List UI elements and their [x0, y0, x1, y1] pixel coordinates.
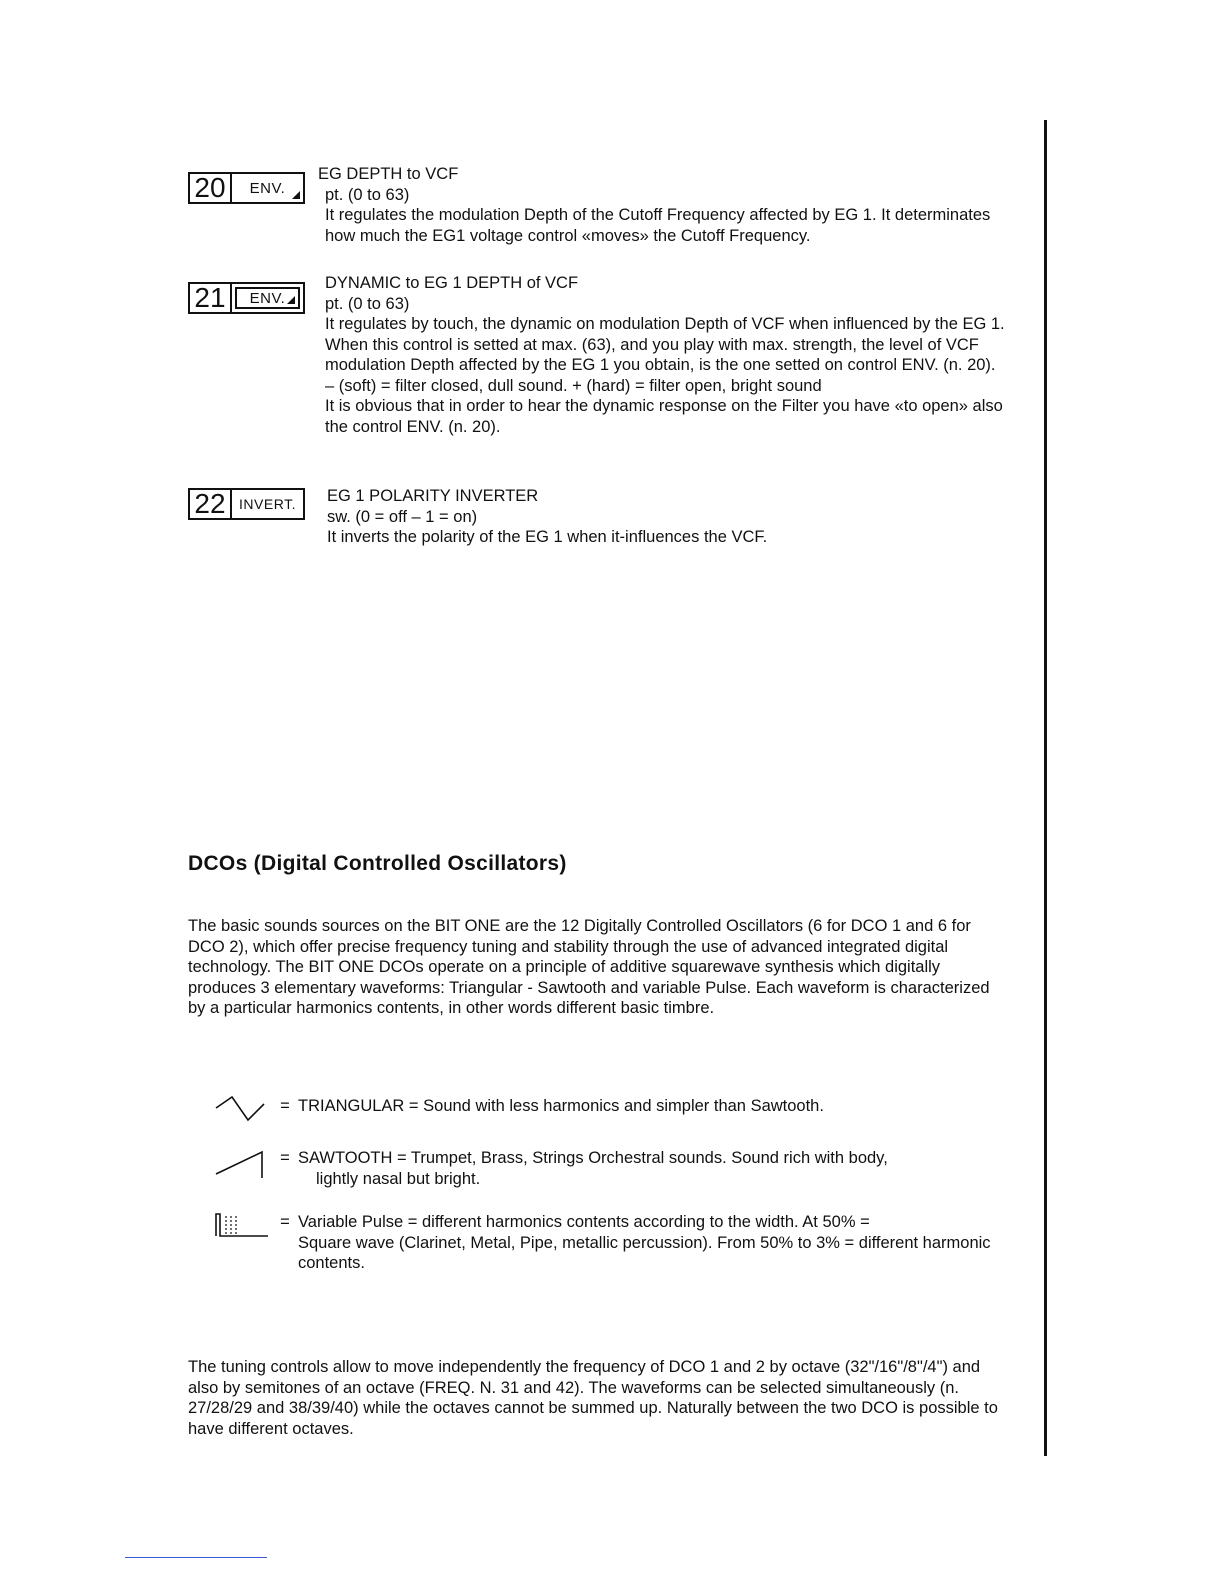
margin-rule [1044, 120, 1047, 1456]
param-number: 21 [190, 284, 232, 312]
section-title: DCOs (Digital Controlled Oscillators) [188, 852, 567, 875]
corner-triangle-icon [287, 296, 295, 304]
triangle-wave-icon [212, 1096, 272, 1128]
param-title: EG 1 POLARITY INVERTER [327, 487, 539, 505]
param-title: DYNAMIC to EG 1 DEPTH of VCF [325, 274, 579, 292]
param-detail: It inverts the polarity of the EG 1 when it-influences the VCF. [327, 528, 768, 546]
param-label [235, 287, 300, 309]
param-21-description [325, 273, 1015, 437]
waveform-description [298, 1212, 1012, 1274]
corner-triangle-icon [292, 191, 300, 199]
param-20-description [318, 164, 1008, 246]
param-detail: It regulates by touch, the dynamic on modulation Depth of VCF when influenced by the EG 1. When this control is setted at max. (63), and you play with max. strength, the level of VCF modulation Depth affected by the EG 1 you obtain, is the one setted on control ENV. (n. 20). [325, 315, 1005, 374]
param-number: 20 [190, 174, 232, 202]
waveform-line: Variable Pulse = different harmonics contents according to the width. At 50% = [298, 1213, 870, 1231]
param-number: 22 [190, 490, 232, 518]
equals-sign: = [280, 1097, 290, 1115]
footer-line [125, 1557, 267, 1558]
waveform-line: Square wave (Clarinet, Metal, Pipe, metallic percussion). From 50% to 3% = different harmonic contents. [298, 1233, 991, 1272]
tuning-paragraph: The tuning controls allow to move independently the frequency of DCO 1 and 2 by octave (32"/16"/8"/4") and also by semitones of an octave (FREQ. N. 31 and 42). The waveforms can be selected simultaneously (n. 27/28/29 and 38/39/40) while the octaves cannot be summed up. Naturally between the two DCO is possible to have different octaves. [188, 1358, 998, 1438]
param-21-box [188, 282, 305, 314]
param-range: pt. (0 to 63) [325, 294, 410, 313]
waveform-line: lightly nasal but bright. [316, 1169, 481, 1188]
waveform-row-triangular [212, 1096, 1012, 1128]
waveform-line: TRIANGULAR = Sound with less harmonics and simpler than Sawtooth. [298, 1097, 824, 1115]
param-label-text: ENV. [249, 289, 286, 307]
param-22-description [327, 486, 1017, 548]
param-title: EG DEPTH to VCF [318, 165, 459, 183]
param-label-text: ENV. [249, 179, 286, 197]
waveform-row-sawtooth [212, 1148, 1012, 1189]
param-detail: It regulates the modulation Depth of the Cutoff Frequency affected by EG 1. It determinates how much the EG1 voltage control «moves» the Cutoff Frequency. [325, 206, 991, 245]
waveform-row-pulse [212, 1212, 1012, 1274]
pulse-wave-icon [212, 1212, 272, 1244]
param-range: pt. (0 to 63) [325, 185, 410, 204]
param-22-box [188, 488, 305, 520]
dco-intro-paragraph: The basic sounds sources on the BIT ONE are the 12 Digitally Controlled Oscillators (6 for DCO 1 and 6 for DCO 2), which offer precise frequency tuning and stability through the use of advanced integrated digital technology. The BIT ONE DCOs operate on a principle of additive squarewave synthesis which digitally produces 3 elementary waveforms: Triangular - Sawtooth and variable Pulse. Each waveform is characterized by a particular harmonics contents, in other words different basic timbre. [188, 917, 990, 1017]
sawtooth-wave-icon [212, 1148, 272, 1180]
waveform-line: SAWTOOTH = Trumpet, Brass, Strings Orchestral sounds. Sound rich with body, [298, 1149, 888, 1167]
waveform-description [298, 1148, 1012, 1189]
param-detail: It is obvious that in order to hear the dynamic response on the Filter you have «to open» also the control ENV. (n. 20). [325, 397, 1003, 436]
param-label [232, 174, 303, 202]
equals-sign: = [280, 1213, 290, 1231]
equals-sign: = [280, 1149, 290, 1167]
param-range: sw. (0 = off – 1 = on) [327, 507, 478, 526]
param-20-box [188, 172, 305, 204]
param-label-text: INVERT. [239, 496, 296, 512]
waveform-description [298, 1096, 1012, 1128]
param-label [232, 490, 303, 518]
param-detail: – (soft) = filter closed, dull sound. + (hard) = filter open, bright sound [325, 376, 822, 395]
